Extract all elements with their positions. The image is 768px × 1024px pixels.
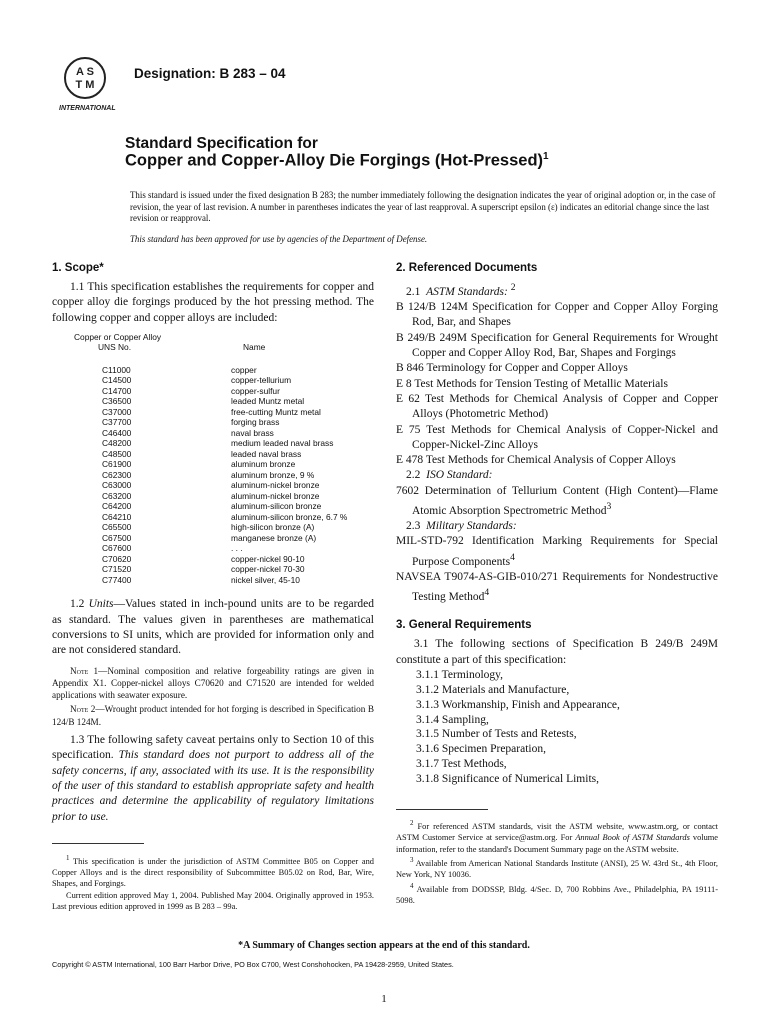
alloy-name: copper bbox=[231, 364, 257, 375]
footnote-1: $^1$ This specification is under the jurisdiction of ASTM Committee B05 on Copper and Copper Alloys and is the direct responsibility of Subcommittee B05.02 on Rod, Bar, Wire, Shapes, and Forgings. bbox=[52, 853, 374, 889]
section-referenced-documents-heading: 2. Referenced Documents bbox=[396, 262, 538, 274]
footnote-1-edition: Current edition approved May 1, 2004. Published May 2004. Originally approved in 1953. Last previous edition approved in 1999 as B 283 – 99a. bbox=[52, 890, 374, 912]
alloy-table-row bbox=[52, 491, 374, 502]
astm-reference-list bbox=[396, 300, 718, 468]
alloy-uns-number: C71520 bbox=[102, 564, 132, 575]
alloy-uns-number: C36500 bbox=[102, 396, 132, 407]
alloy-name: nickel silver, 45-10 bbox=[231, 574, 300, 585]
designation: Designation: B 283 – 04 bbox=[134, 66, 286, 81]
svg-text:INTERNATIONAL: INTERNATIONAL bbox=[59, 105, 116, 112]
alloy-uns-number: C14700 bbox=[102, 385, 132, 396]
section-general-requirements-heading: 3. General Requirements bbox=[396, 619, 532, 632]
scope-paragraph-1-2: 1.2 Units—Values stated in inch-pound units are to be regarded as standard. The values given in parentheses are mathematical conversions to SI units, which are provided for information only and are not considered standard. bbox=[52, 598, 374, 657]
alloy-table-row bbox=[52, 375, 374, 386]
alloy-table-row bbox=[52, 543, 374, 554]
alloy-table-header-name: Name bbox=[243, 342, 266, 353]
alloy-uns-number: C48500 bbox=[102, 448, 132, 459]
astm-reference: B 846 Terminology for Copper and Copper Alloys bbox=[396, 362, 628, 375]
general-requirement-item: 3.1.7 Test Methods, bbox=[416, 758, 507, 771]
mil-reference-2: NAVSEA T9074-AS-GIB-010/271 Requirements for Nondestructive Testing Method$^4$ bbox=[396, 570, 718, 603]
note-1: Note 1—Nominal composition and relative forgeability ratings are given in Appendix X1. Copper-nickel alloys C70620 and C71520 are intended for welded applications with seawater exposure. bbox=[52, 665, 374, 701]
scope-paragraph-1-1: 1.1 This specification establishes the requirements for copper and copper alloy die forgings produced by the hot pressing method. The following copper and copper alloys are included: bbox=[52, 281, 374, 324]
note-2: Note 2—Wrought product intended for hot forging is described in Specification B 124/B 124M. bbox=[52, 704, 374, 727]
general-paragraph-3-1: 3.1 The following sections of Specification B 249/B 249M constitute a part of this specification: bbox=[396, 638, 718, 666]
issued-statement: This standard is issued under the fixed designation B 283; the number immediately following the designation indicates the year of original adoption or, in the case of revision, the year of last revision. A number in parentheses indicates the year of last reapproval. A superscript epsilon (ε) indicates an editorial change since the last revision or reapproval. bbox=[130, 190, 716, 224]
alloy-uns-number: C62300 bbox=[102, 469, 132, 480]
alloy-table-row bbox=[52, 564, 374, 575]
astm-logo bbox=[58, 56, 122, 112]
alloy-name: copper-sulfur bbox=[231, 385, 280, 396]
astm-reference: E 62 Test Methods for Chemical Analysis of Copper and Copper Alloys (Photometric Method) bbox=[396, 392, 718, 421]
alloy-name: copper-nickel 90-10 bbox=[231, 553, 305, 564]
footnote-3: $^3$ Available from American National Standards Institute (ANSI), 25 W. 43rd St., 4th Floor, New York, NY 10036. bbox=[396, 856, 718, 880]
alloy-table-row bbox=[52, 480, 374, 491]
footnote-4: $^4$ Available from DODSSP, Bldg. 4/Sec. D, 700 Robbins Ave., Philadelphia, PA 19111-5098. bbox=[396, 881, 719, 905]
alloy-uns-number: C64200 bbox=[102, 501, 132, 512]
alloy-uns-number: C67500 bbox=[102, 532, 132, 543]
svg-text:A S: A S bbox=[76, 66, 94, 78]
alloy-uns-number: C70620 bbox=[102, 553, 132, 564]
left-column bbox=[52, 262, 374, 913]
alloy-uns-number: C37000 bbox=[102, 406, 132, 417]
alloy-name: aluminum-nickel bronze bbox=[231, 490, 320, 501]
general-requirement-item: 3.1.4 Sampling, bbox=[416, 713, 489, 726]
alloy-name: aluminum bronze, 9 % bbox=[231, 469, 315, 480]
scope-paragraph-1-3: 1.3 The following safety caveat pertains only to Section 10 of this specification. This standard does not purport to address all of the safety concerns, if any, associated with its use. It is the responsibility of the user of this standard to establish appropriate safety and health practices and determine the applicability of regulatory limitations prior to use. bbox=[52, 734, 375, 823]
alloy-name: leaded naval brass bbox=[231, 448, 302, 459]
page-number: 1 bbox=[381, 993, 387, 1005]
alloy-name: aluminum bronze bbox=[231, 459, 296, 470]
footnote-divider-left bbox=[52, 843, 144, 844]
footnote-divider-right bbox=[396, 809, 488, 810]
svg-text:T M: T M bbox=[75, 79, 95, 91]
alloy-table-row bbox=[52, 470, 374, 481]
alloy-uns-number: C37700 bbox=[102, 417, 132, 428]
alloy-uns-number: C46400 bbox=[102, 427, 132, 438]
astm-reference: E 75 Test Methods for Chemical Analysis of Copper-Nickel and Copper-Nickel-Zinc Alloys bbox=[396, 423, 718, 451]
alloy-table-row bbox=[52, 459, 374, 470]
general-requirement-item: 3.1.2 Materials and Manufacture, bbox=[416, 683, 570, 696]
summary-of-changes-note: *A Summary of Changes section appears at the end of this standard. bbox=[238, 940, 530, 951]
alloy-table-row bbox=[52, 554, 374, 565]
alloy-table-body bbox=[52, 365, 374, 586]
alloy-uns-number: C77400 bbox=[102, 574, 132, 585]
alloy-uns-number: C67600 bbox=[102, 543, 132, 554]
alloy-table-row bbox=[52, 575, 374, 586]
title-line-2: Copper and Copper-Alloy Die Forgings (Hot-Pressed)$^1$ bbox=[125, 151, 549, 170]
alloy-uns-number: C65500 bbox=[102, 522, 132, 533]
alloy-table-row bbox=[52, 522, 374, 533]
astm-reference: E 8 Test Methods for Tension Testing of Metallic Materials bbox=[396, 377, 668, 390]
alloy-name: copper-nickel 70-30 bbox=[231, 564, 305, 575]
astm-reference: E 478 Test Methods for Chemical Analysis of Copper Alloys bbox=[396, 454, 676, 467]
alloy-table-row bbox=[52, 428, 374, 439]
general-requirement-item: 3.1.8 Significance of Numerical Limits, bbox=[416, 773, 599, 786]
alloy-name: forging brass bbox=[231, 417, 280, 428]
section-scope-heading: 1. Scope* bbox=[52, 262, 104, 274]
alloy-uns-number: C61900 bbox=[102, 459, 132, 470]
alloy-uns-number: C11000 bbox=[102, 364, 131, 375]
mil-reference-1: MIL-STD-792 Identification Marking Requirements for Special Purpose Components$^4$ bbox=[396, 535, 718, 568]
alloy-name: . . . bbox=[231, 543, 243, 554]
alloy-name: manganese bronze (A) bbox=[231, 532, 317, 543]
alloy-name: aluminum-silicon bronze, 6.7 % bbox=[231, 511, 348, 522]
alloy-uns-number: C48200 bbox=[102, 438, 132, 449]
iso-standard-subheading: 2.2 ISO Standard: bbox=[406, 469, 493, 482]
alloy-table-row bbox=[52, 438, 374, 449]
alloy-name: medium leaded naval brass bbox=[231, 438, 334, 449]
alloy-name: aluminum-nickel bronze bbox=[231, 480, 320, 491]
alloy-table-row bbox=[52, 396, 374, 407]
alloy-name: aluminum-silicon bronze bbox=[231, 501, 322, 512]
right-column bbox=[396, 262, 718, 906]
alloy-name: naval brass bbox=[231, 427, 274, 438]
general-requirement-item: 3.1.1 Terminology, bbox=[416, 668, 504, 681]
alloy-uns-number: C64210 bbox=[102, 511, 132, 522]
alloy-uns-number: C63200 bbox=[102, 490, 132, 501]
alloy-table-row bbox=[52, 449, 374, 460]
general-requirements-list bbox=[396, 668, 718, 787]
astm-standards-subheading: 2.1 ASTM Standards: $^2$ bbox=[406, 282, 516, 298]
alloy-name: copper-tellurium bbox=[231, 375, 292, 386]
alloy-name: high-silicon bronze (A) bbox=[231, 522, 315, 533]
alloy-uns-number: C14500 bbox=[102, 375, 132, 386]
alloy-table-row bbox=[52, 533, 374, 544]
alloy-name: free-cutting Muntz metal bbox=[231, 406, 321, 417]
title-line-1: Standard Specification for bbox=[125, 135, 318, 152]
copyright-line: Copyright © ASTM International, 100 Barr Harbor Drive, PO Box C700, West Conshohocken, PA 19428-2959, United States. bbox=[52, 960, 454, 969]
alloy-table-row bbox=[52, 512, 374, 523]
military-standards-subheading: 2.3 Military Standards: bbox=[406, 520, 517, 533]
general-requirement-item: 3.1.3 Workmanship, Finish and Appearance, bbox=[416, 698, 620, 711]
alloy-table-row bbox=[52, 365, 374, 376]
alloy-name: leaded Muntz metal bbox=[231, 396, 305, 407]
alloy-table-row bbox=[52, 407, 374, 418]
general-requirement-item: 3.1.6 Specimen Preparation, bbox=[416, 743, 546, 756]
astm-reference: B 249/B 249M Specification for General Requirements for Wrought Copper and Copper Alloy Rod, Bar, Shapes and Forgings bbox=[396, 331, 718, 360]
dod-approval-statement: This standard has been approved for use by agencies of the Department of Defense. bbox=[130, 234, 428, 244]
alloy-table-header-group: Copper or Copper Alloy bbox=[74, 331, 162, 342]
alloy-table-row bbox=[52, 501, 374, 512]
alloy-table-row bbox=[52, 417, 374, 428]
alloy-table-row bbox=[52, 386, 374, 397]
footnote-2: $^2$ For referenced ASTM standards, visit the ASTM website, www.astm.org, or contact ASTM Customer Service at service@astm.org. For Annual Book of ASTM Standards volume information, refer to the standard's Document Summary page on the ASTM website. bbox=[396, 819, 718, 854]
general-requirement-item: 3.1.5 Number of Tests and Retests, bbox=[416, 728, 577, 741]
alloy-table bbox=[52, 332, 374, 586]
iso-reference: 7602 Determination of Tellurium Content (High Content)—Flame Atomic Absorption Spectrometric Method$^3$ bbox=[396, 484, 718, 517]
alloy-uns-number: C63000 bbox=[102, 480, 132, 491]
alloy-table-header-uns: UNS No. bbox=[98, 342, 132, 353]
astm-reference: B 124/B 124M Specification for Copper and Copper Alloy Forging Rod, Bar, and Shapes bbox=[396, 301, 718, 329]
